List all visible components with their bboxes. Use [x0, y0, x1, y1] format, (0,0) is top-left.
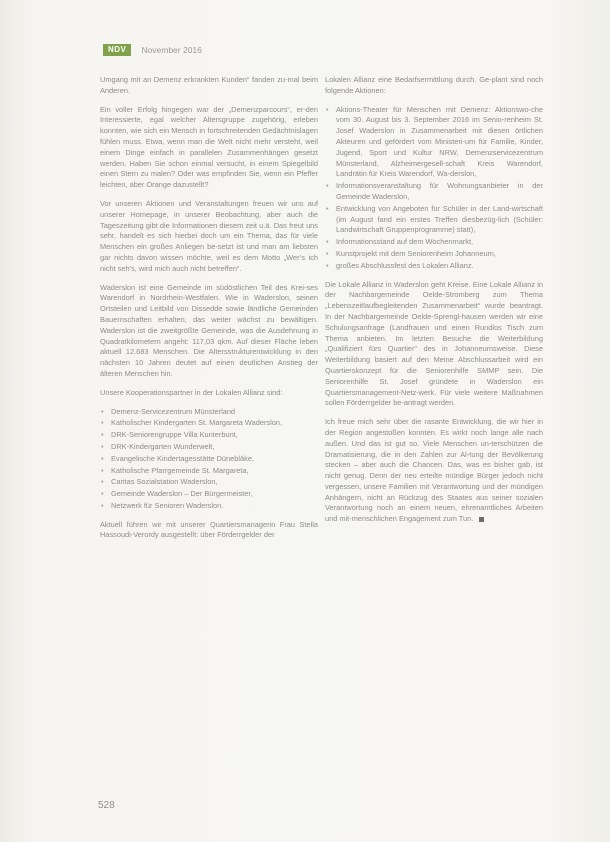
list-item: • Netzwerk für Senioren Waderslon. [100, 501, 318, 512]
list-item: • Entwicklung von Angeboten für Schüler in der Land-wirtschaft (im August fand ein erstes Treffen diesbezüg-lich (Schüler: Landwirtschaft Gruppenprogramme) statt), [325, 204, 543, 236]
paragraph: Umgang mit an Demenz erkrankten Kunden“ fanden zu-mal beim Anderen. [100, 75, 318, 95]
list-item: • Evangelische Kindertagesstätte Dünebläke, [100, 454, 318, 465]
paragraph: Lokalen Allianz eine Bedarfsermittlung durch. Ge-plant sind noch folgende Aktionen: [325, 75, 543, 95]
paragraph [325, 417, 543, 525]
list-item: • Caritas Sozialstation Waderslon, [100, 477, 318, 488]
list-item: • großes Abschlussfest des Lokalen Allianz. [325, 261, 543, 272]
journal-tag: NDV [103, 44, 131, 56]
list-item: • Informationsveranstaltung für Wohnungsanbieter in der Gemeinde Waderslon, [325, 181, 543, 203]
list-item: • Informationsstand auf dem Wochenmarkt, [325, 237, 543, 248]
issue-date: November 2016 [141, 45, 202, 55]
paragraph: Die Lokale Allianz in Waderslon geht Kreise. Eine Lokale Allianz in der Nachbargemeinde Oelde-Stromberg zum Thema „Lebenszeitlaufbegleitenden Zusammenarbeit“ wurde beantragt. In der Nachbargemeinde Oelde-Sprengl-hausen werden wir eine Schulungsanfrage (Landfrauen und einen Rundlos Tisch zum Thema anbieten. Im letzten Besuche die Weiterbildung „Qualifiziert fürs Quartier“ des in Johanneumsweise. Diese Weiterbildung basiert auf den Meine Abschlussarbeit wird ein Quartierskonzept für die Seniorenhilfe SMMP sein. Die Seniorenhilfe St. Josef gründete in Waderslon ein Quartiersmanagement-Netz-werk. Für viele weitere Maßnahmen sollen Förderrgelder be-antragt werden. [325, 279, 543, 408]
paragraph: Waderslon ist eine Gemeinde im südöstlichen Teil des Krei-ses Warendorf in Nordrhein-Westfalen. Wie in Waderslon, seinen Ortsteilen und Leitbild von Dissedde sowie ländliche Gemeinden Bauernschaften erhalten, das weiter wächst zu bewältigen. Waderslon ist die zweitgrößte Gemeinde, was die Ausdehnung in Quadratkilometern angeht: 117,03 qkm. Auf dieser Fläche leben aktuell 12.683 Menschen. Die Altersstrukturentwicklung in den nächsten 10 Jahren deutet auf einen deutlichen Anstieg der älteren Menschen hin. [100, 282, 318, 378]
list-item: • Aktions-Theater für Menschen mit Demenz: Aktionswo-che vom 30. August bis 3. September 2016 im Senio-renheim St. Josef Waderslon in Zusammenarbeit mit diesen örtlichen Akteuren und gefördert vom Ministeri-um für Familie, Kinder, Jugend, Sport und Kultur NRW, Demenzservicezentrum Münsterland, Alzheimergesell-schaft Kreis Warendorf, Landrätin für Kreis Warendorf, Wa-derslon, [325, 105, 543, 181]
list-item: • Kunstprojekt mit dem Seniorenheim Johanneum, [325, 249, 543, 260]
list-item: • DRK-Seniorengruppe Villa Kunterbunt, [100, 430, 318, 441]
action-list [325, 105, 543, 272]
paragraph-text: Ich freue mich sehr über die rasante Entwicklung, die wir hier in der Region angestoßen konnten. Es wirkt noch lange alle nach außen. Und das ist gut so. Viele Menschen un-terschützen die Dramatisierung, die in den Zahlen zur Al-tung der Bevölkerung stecken – aber auch die Chancen. Das, was es bisher gab, ist nicht genug. Denn der neu erteilte mündige Bürger jedoch nicht vergessen, unsere Familien mit Verantwortung und der mündigen Anhängern, nicht an Rückzug des Staates aus seiner sozialen Verantwortung noch an einem neuen, ehrenamtliches Arbeiten und mit-menschlichen Engagement zum Tun. [325, 417, 543, 524]
partner-list [100, 407, 318, 512]
list-item: • Katholischer Kindergarten St. Margareta Waderslon, [100, 418, 318, 429]
left-column [100, 75, 318, 549]
paragraph: Aktuell führen wir mit unserer Quartiersmanagerin Frau Stella Hassoudi-Verordy ausgestellt: über Förderrgelder der [100, 519, 318, 540]
paragraph: Unsere Kooperationspartner in der Lokalen Allianz sind: [100, 387, 283, 397]
paragraph: Ein voller Erfolg hingegen war der „Demenzparcours“, er-den Interessierte, egal welcher Altersgruppe zugehörig, erleben konnten, wie sich ein Mensch in fortschreitenden Gedächtnislagen fühlen muss. Etwa, wenn man die Welt nicht mehr versteht, weil einem Dinge einfach in parallelen Zusammenhängen gesetzt werden. Haben Sie schon einmal versucht, in einem Spiegelbild einen Stern zu malen? Oder was empfinden Sie, wenn ein Pfeffer leichten, aber Orange dazustellt? [100, 104, 318, 190]
list-item: • DRK-Kindergarten Wunderwelt, [100, 442, 318, 453]
end-of-article-mark [479, 517, 484, 522]
page-number: 528 [98, 800, 115, 811]
list-item: • Demenz-Servicezentrum Münsterland [100, 407, 318, 418]
list-item: • Gemeinde Waderslon – Der Bürgermeister, [100, 489, 318, 500]
page-header [103, 44, 202, 56]
right-column [325, 75, 543, 533]
paragraph: Vor unseren Aktionen und Veranstaltungen freuen wir uns auf unserer Homepage, in unserer Beobachtung, aber auch die Tageszeitung gibt die Informationen diesem zeit u.ä. Das freut uns sehr, handelt es sich hierbei doch um ein Thema, das für viele Menschen ein großes Anliegen be-setzt ist und man am liebsten gar nichts davon wissen möchte, weil es dem Motto „Wer’s ich nicht seh’s, wird mich auch nicht betreffen“. [100, 198, 318, 273]
list-item: • Katholische Pfarrgemeinde St. Margareta, [100, 466, 318, 477]
